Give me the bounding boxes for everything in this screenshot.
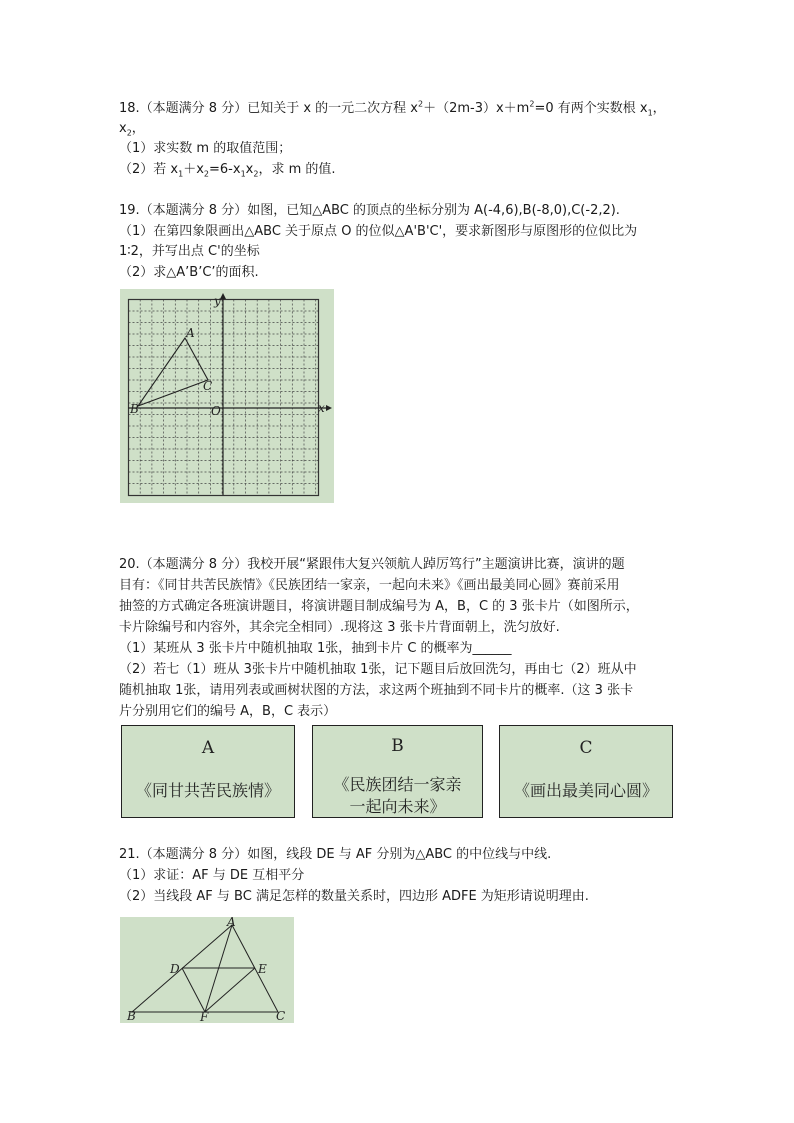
label-b: B bbox=[127, 1009, 136, 1023]
q19-part-2: （2）求△A’B’C’的面积. bbox=[119, 265, 259, 280]
q18-line-2: $x_2$， bbox=[119, 121, 145, 138]
grid-svg bbox=[120, 289, 334, 503]
q20-line-7: 随机抽取 1张，请用列表或画树状图的方法，求这两个班抽到不同卡片的概率.（这 3 张卡 bbox=[119, 683, 634, 698]
q20-line-4: 卡片除编号和内容外，其余完全相同）.现将这 3 张卡片背面朝上，洗匀放好. bbox=[119, 620, 560, 635]
q21-part-1: （1）求证：AF 与 DE 互相平分 bbox=[119, 868, 305, 883]
card-c-title: 《画出最美同心圆》 bbox=[513, 781, 658, 800]
triangle-svg bbox=[120, 917, 294, 1023]
segment-df bbox=[182, 968, 205, 1012]
y-axis-label: y bbox=[214, 294, 221, 308]
origin-label: O bbox=[211, 404, 221, 418]
card-a-label: A bbox=[201, 738, 215, 758]
card-a-title: 《同甘共苦民族情》 bbox=[135, 781, 280, 800]
segment-ef bbox=[205, 968, 255, 1012]
label-e: E bbox=[258, 962, 267, 976]
x-axis-label: x bbox=[318, 401, 325, 415]
card-b-title-line-1: 《民族团结一家亲 bbox=[333, 775, 462, 794]
q20-line-8: 片分别用它们的编号 A，B，C 表示） bbox=[119, 704, 337, 719]
point-a-label: A bbox=[186, 326, 195, 340]
q19-part-1: （1）在第四象限画出△ABC 关于原点 O 的位似△A'B'C'，要求新图形与原图形的位似比为 bbox=[119, 224, 638, 239]
q20-part-2: （2）若七（1）班从 3张卡片中随机抽取 1张，记下题目后放回洗匀，再由七（2）班从中 bbox=[119, 662, 637, 677]
point-c-label: C bbox=[203, 379, 213, 393]
label-c: C bbox=[276, 1009, 286, 1023]
q20-line-2: 目有：《同甘共苦民族情》《民族团结一家亲，一起向未来》《画出最美同心圆》赛前采用 bbox=[119, 578, 620, 593]
triangle-figure bbox=[120, 917, 294, 1023]
x-axis-arrow-icon bbox=[326, 405, 332, 411]
q18-part-2: （2）若 $x_1+x_2=6-x_1x_2$，求 m 的值. bbox=[119, 162, 336, 179]
card-b-title-line-2: 一起向未来》 bbox=[349, 797, 446, 816]
coordinate-grid-figure bbox=[120, 289, 334, 503]
label-f: F bbox=[200, 1010, 209, 1023]
q21-line-1: 21.（本题满分 8 分）如图，线段 DE 与 AF 分别为△ABC 的中位线与中线. bbox=[119, 847, 552, 862]
q20-line-3: 抽签的方式确定各班演讲题目，将演讲题目制成编号为 A，B，C 的 3 张卡片（如图所示， bbox=[119, 599, 639, 614]
triangle-abc bbox=[138, 338, 208, 406]
card-b-label: B bbox=[391, 736, 404, 756]
card-c bbox=[499, 725, 673, 818]
label-a: A bbox=[227, 917, 236, 929]
q19-line-3: 1∶2，并写出点 C'的坐标 bbox=[119, 244, 260, 259]
q21-part-2: （2）当线段 AF 与 BC 满足怎样的数量关系时，四边形 ADFE 为矩形请说明理由. bbox=[119, 889, 589, 904]
q20-line-1: 20.（本题满分 8 分）我校开展“紧跟伟大复兴领航人踔厉笃行”主题演讲比赛，演讲的题 bbox=[119, 557, 625, 572]
point-b-label: B bbox=[130, 402, 139, 416]
card-a bbox=[121, 725, 295, 818]
q20-part-1: （1）某班从 3 张卡片中随机抽取 1张，抽到卡片 C 的概率为______ bbox=[119, 641, 512, 656]
label-d: D bbox=[170, 962, 180, 976]
q19-line-1: 19.（本题满分 8 分）如图，已知△ABC 的顶点的坐标分别为 A(-4,6),B(-8,0),C(-2,2). bbox=[119, 203, 620, 218]
q18-part-1: （1）求实数 m 的取值范围； bbox=[119, 141, 292, 156]
card-c-label: C bbox=[579, 738, 593, 758]
y-axis-arrow-icon bbox=[220, 293, 226, 299]
q18-line-1: 18.（本题满分 8 分）已知关于 x 的一元二次方程 $x^2+(2m-3)x+m^2=0$ 有两个实数根 $x_1$， bbox=[119, 99, 666, 118]
card-b bbox=[312, 725, 483, 818]
